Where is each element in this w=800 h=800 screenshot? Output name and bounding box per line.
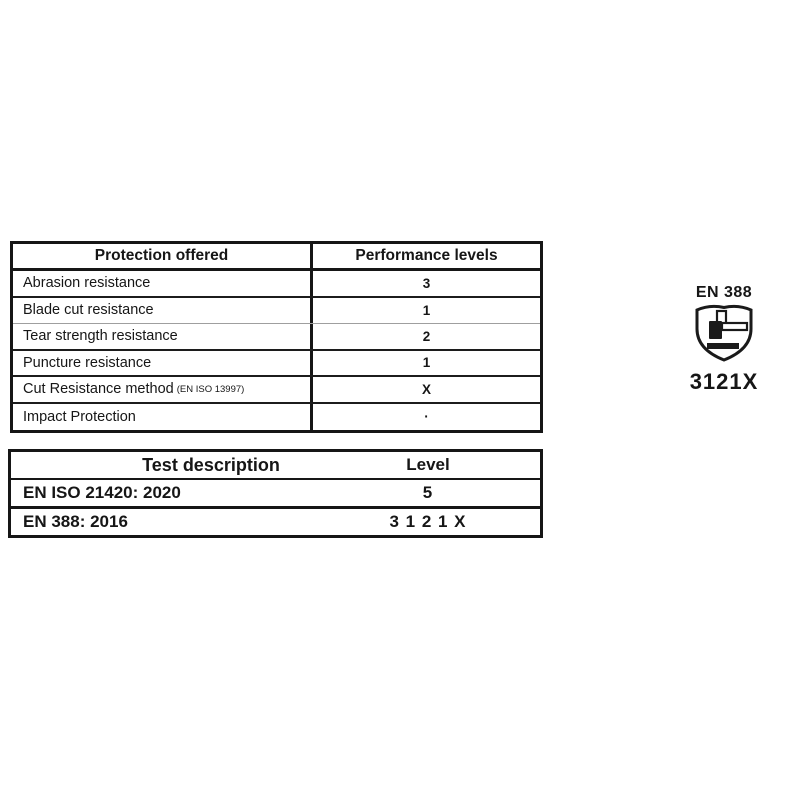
table-row	[13, 351, 540, 378]
hammer-head	[709, 321, 722, 339]
test-table-header-row	[11, 452, 540, 480]
row-value: 1	[422, 302, 431, 318]
test-level: 3 1 2 1 X	[389, 512, 467, 531]
test-description-table	[8, 449, 543, 538]
table-row	[13, 298, 540, 325]
row-label-text: Tear strength resistance	[23, 328, 178, 345]
row-label-text: Blade cut resistance	[23, 302, 154, 319]
row-label	[13, 404, 313, 431]
row-label-text: Abrasion resistance	[23, 275, 151, 292]
test-name: EN ISO 21420: 2020	[23, 483, 181, 502]
row-label	[13, 351, 313, 376]
protection-table	[10, 241, 543, 433]
base-block	[707, 343, 739, 349]
table-row	[13, 324, 540, 351]
row-label-text: Puncture resistance	[23, 354, 152, 371]
row-label	[13, 324, 313, 349]
certification-badge	[678, 284, 770, 393]
row-label-note: (EN ISO 13997)	[176, 383, 245, 395]
protection-table-header-row	[13, 244, 540, 271]
table-row	[13, 377, 540, 404]
row-value: ·	[424, 409, 429, 425]
badge-rating-code: 3121X	[689, 369, 759, 394]
row-value: 3	[422, 275, 431, 291]
table-row	[13, 271, 540, 298]
test-description-header: Test description	[142, 454, 280, 475]
table-row	[11, 480, 540, 509]
row-label	[13, 377, 313, 402]
strike-bar	[722, 323, 747, 330]
table-row	[11, 509, 540, 535]
row-value: 1	[422, 355, 431, 371]
en388-mechanical-hazards-shield-icon	[692, 303, 756, 368]
performance-levels-header: Performance levels	[355, 247, 498, 264]
row-label	[13, 271, 313, 296]
test-level: 5	[422, 483, 434, 502]
protection-offered-header: Protection offered	[13, 244, 313, 268]
badge-standard-label: EN 388	[695, 284, 753, 301]
row-label	[13, 298, 313, 324]
row-value: X	[421, 381, 431, 397]
table-row	[13, 404, 540, 431]
row-label-text: Impact Protection	[23, 408, 136, 425]
test-name: EN 388: 2016	[23, 512, 128, 531]
row-label-text: Cut Resistance method	[23, 381, 174, 398]
row-value: 2	[422, 328, 431, 344]
level-header: Level	[406, 455, 450, 474]
